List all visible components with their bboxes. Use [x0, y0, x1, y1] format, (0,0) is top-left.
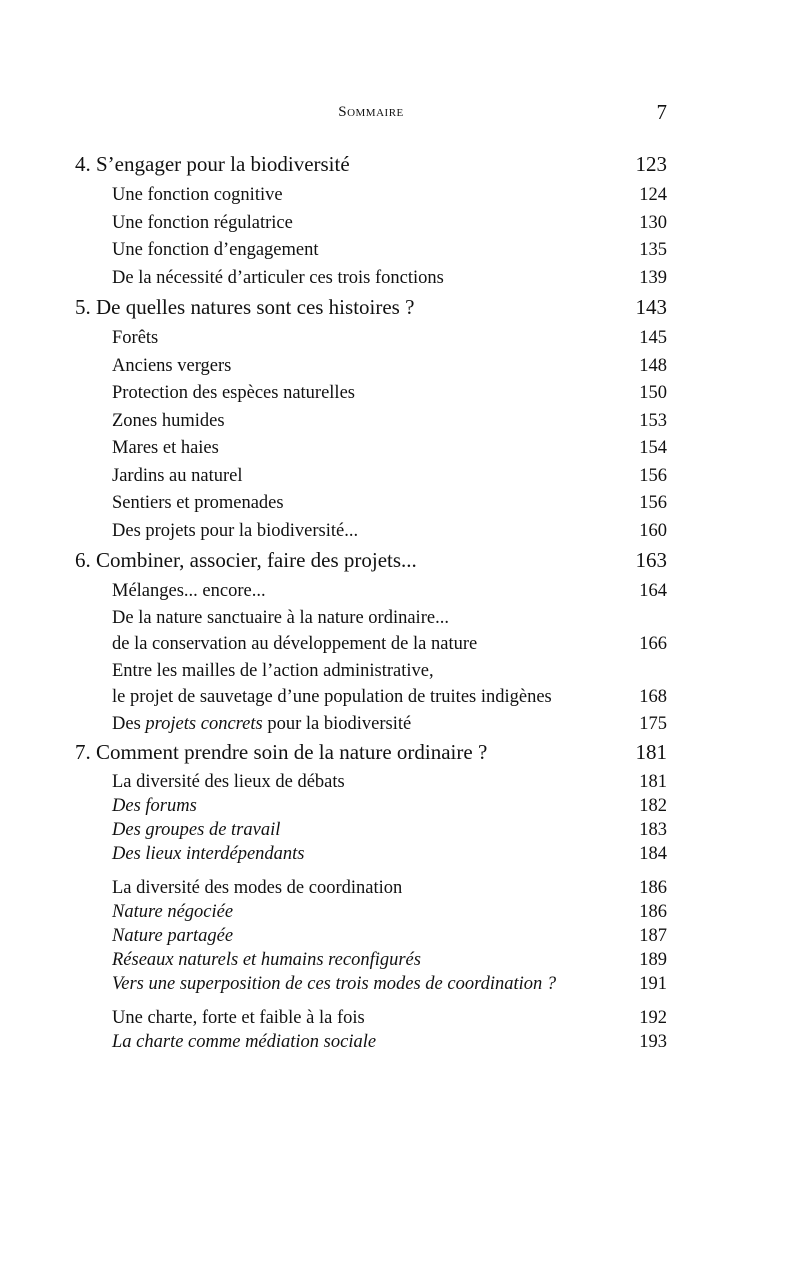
entry-page: 154 [639, 438, 667, 458]
toc-entry[interactable] [75, 237, 667, 265]
entry-page: 191 [639, 974, 667, 994]
entry-page: 193 [639, 1032, 667, 1052]
chapter-page: 143 [635, 295, 667, 319]
toc-entry[interactable] [75, 684, 667, 711]
toc-entry[interactable] [75, 948, 667, 972]
toc-entry[interactable] [75, 435, 667, 463]
page-header [75, 100, 667, 124]
entry-page: 148 [639, 355, 667, 376]
entry-page: 156 [639, 465, 667, 486]
entry-title-segment: Des projets pour la biodiversité... [112, 520, 359, 541]
entry-title [112, 182, 283, 210]
toc-entry[interactable] [75, 578, 667, 605]
entry-title-segment: Anciens vergers [112, 355, 232, 376]
entry-title [112, 408, 225, 436]
chapter-page: 163 [635, 548, 667, 572]
entry-page: 164 [639, 581, 667, 601]
entry-title [112, 658, 434, 685]
toc-entry[interactable] [75, 770, 667, 794]
entry-title-segment: De la nature sanctuaire à la nature ordinaire... [112, 607, 449, 628]
entry-title-segment: projets concrets [145, 713, 263, 734]
entry-title-segment: Entre les mailles de l’action administrative, [112, 660, 434, 681]
toc-entry[interactable] [75, 1006, 667, 1030]
entry-title [112, 924, 233, 948]
entry-page: 175 [639, 713, 667, 734]
entry-page: 181 [639, 772, 667, 792]
entry-title-segment: Des [112, 713, 146, 734]
toc-entry[interactable] [75, 842, 667, 866]
entry-title-segment: Une fonction cognitive [112, 185, 283, 205]
entry-page: 184 [639, 844, 667, 864]
entry-title [112, 876, 402, 900]
entry-title [112, 711, 411, 738]
toc-chapter-entry[interactable] [75, 545, 667, 575]
entry-title-segment: de la conservation au développement de la nature [112, 634, 478, 654]
entry-page: 166 [639, 634, 667, 654]
entry-title-segment: Nature partagée [112, 926, 234, 946]
entry-title [112, 900, 233, 924]
toc-entry[interactable] [75, 490, 667, 518]
entry-title [112, 770, 345, 794]
entry-title-segment: Nature négociée [112, 902, 234, 922]
entry-page: 135 [639, 240, 667, 260]
table-of-contents [75, 149, 667, 1054]
toc-entry[interactable] [75, 711, 667, 738]
toc-entry[interactable] [75, 924, 667, 948]
toc-entry[interactable] [75, 518, 667, 546]
entry-page: 186 [639, 878, 667, 898]
toc-entry[interactable] [75, 631, 667, 658]
entry-title [112, 842, 305, 866]
entry-title [112, 237, 319, 265]
toc-entry[interactable] [75, 972, 667, 996]
entry-title-segment: Forêts [112, 328, 159, 348]
toc-entry[interactable] [75, 353, 667, 381]
entry-title [112, 684, 552, 711]
entry-page: 153 [639, 410, 667, 431]
entry-title-segment: Vers une superposition de ces trois modes de coordination ? [112, 974, 557, 994]
chapter-title: 7. Comment prendre soin de la nature ordinaire ? [75, 740, 488, 764]
toc-entry[interactable] [75, 325, 667, 353]
entry-title-segment: Des groupes de travail [112, 820, 281, 840]
toc-entry[interactable] [75, 818, 667, 842]
entry-page: 182 [639, 796, 667, 816]
entry-title [112, 380, 355, 408]
toc-entry[interactable] [75, 1030, 667, 1054]
entry-title-segment: La charte comme médiation sociale [112, 1032, 377, 1052]
entry-title-segment: Sentiers et promenades [112, 493, 284, 513]
entry-title-segment: Une fonction régulatrice [112, 212, 293, 233]
toc-entry[interactable] [75, 265, 667, 293]
entry-title [112, 948, 421, 972]
chapter-title: 6. Combiner, associer, faire des projets... [75, 548, 417, 572]
toc-section [75, 737, 667, 1054]
running-title: Sommaire [338, 104, 404, 120]
entry-title [112, 518, 358, 546]
entry-title-segment: Zones humides [112, 410, 225, 431]
entry-title-segment: Des forums [112, 796, 197, 816]
entry-page: 192 [639, 1008, 667, 1028]
toc-entry[interactable] [75, 408, 667, 436]
entry-page: 160 [639, 520, 667, 541]
entry-page: 150 [639, 383, 667, 403]
entry-page: 189 [639, 950, 667, 970]
entry-page: 145 [639, 328, 667, 348]
entry-title [112, 631, 477, 658]
toc-chapter-entry[interactable] [75, 292, 667, 322]
chapter-page: 181 [635, 740, 667, 764]
entry-title-segment: pour la biodiversité [262, 713, 412, 734]
entry-title-segment: Mélanges... encore... [112, 581, 266, 601]
entry-page: 156 [639, 493, 667, 513]
entry-page: 139 [639, 267, 667, 288]
entry-title [112, 210, 293, 238]
toc-entry[interactable] [75, 876, 667, 900]
chapter-title: 5. De quelles natures sont ces histoires ? [75, 295, 415, 319]
toc-entry[interactable] [75, 210, 667, 238]
entry-title [112, 265, 444, 293]
entry-page: 183 [639, 820, 667, 840]
toc-entry[interactable] [75, 794, 667, 818]
entry-title-segment: Des lieux interdépendants [112, 844, 305, 864]
entry-title [112, 325, 158, 353]
toc-entry[interactable] [75, 605, 667, 632]
entry-title-segment: Protection des espèces naturelles [112, 383, 355, 403]
toc-entry[interactable] [75, 182, 667, 210]
entry-title-segment: le projet de sauvetage d’une population de truites indigènes [112, 687, 552, 707]
entry-title-segment: Réseaux naturels et humains reconfigurés [112, 950, 421, 970]
entry-page: 124 [639, 185, 667, 205]
entry-title [112, 490, 284, 518]
toc-chapter-entry[interactable] [75, 149, 667, 179]
entry-title [112, 1030, 376, 1054]
entry-title [112, 605, 449, 632]
entry-page: 168 [639, 687, 667, 707]
entry-title [112, 972, 556, 996]
entry-title [112, 463, 243, 491]
entry-title-segment: La diversité des lieux de débats [112, 772, 345, 792]
entry-title [112, 353, 231, 381]
toc-entry[interactable] [75, 900, 667, 924]
toc-entry[interactable] [75, 658, 667, 685]
toc-entry[interactable] [75, 463, 667, 491]
entry-title [112, 794, 197, 818]
entry-title-segment: La diversité des modes de coordination [112, 878, 403, 898]
entry-title-segment: Jardins au naturel [112, 465, 243, 486]
entry-page: 130 [639, 212, 667, 233]
entry-title-segment: Mares et haies [112, 438, 219, 458]
toc-section [75, 545, 667, 737]
chapter-title: 4. S’engager pour la biodiversité [75, 152, 350, 176]
page-number: 7 [656, 100, 667, 124]
entry-title [112, 818, 280, 842]
toc-chapter-entry[interactable] [75, 737, 667, 767]
toc-entry[interactable] [75, 380, 667, 408]
toc-section [75, 149, 667, 292]
entry-title-segment: Une charte, forte et faible à la fois [112, 1008, 365, 1028]
entry-title [112, 578, 266, 605]
entry-title-segment: Une fonction d’engagement [112, 240, 319, 260]
chapter-page: 123 [635, 152, 667, 176]
entry-title-segment: De la nécessité d’articuler ces trois fonctions [112, 267, 444, 288]
toc-section [75, 292, 667, 545]
entry-page: 187 [639, 926, 667, 946]
entry-page: 186 [639, 902, 667, 922]
entry-title [112, 435, 219, 463]
entry-title [112, 1006, 365, 1030]
